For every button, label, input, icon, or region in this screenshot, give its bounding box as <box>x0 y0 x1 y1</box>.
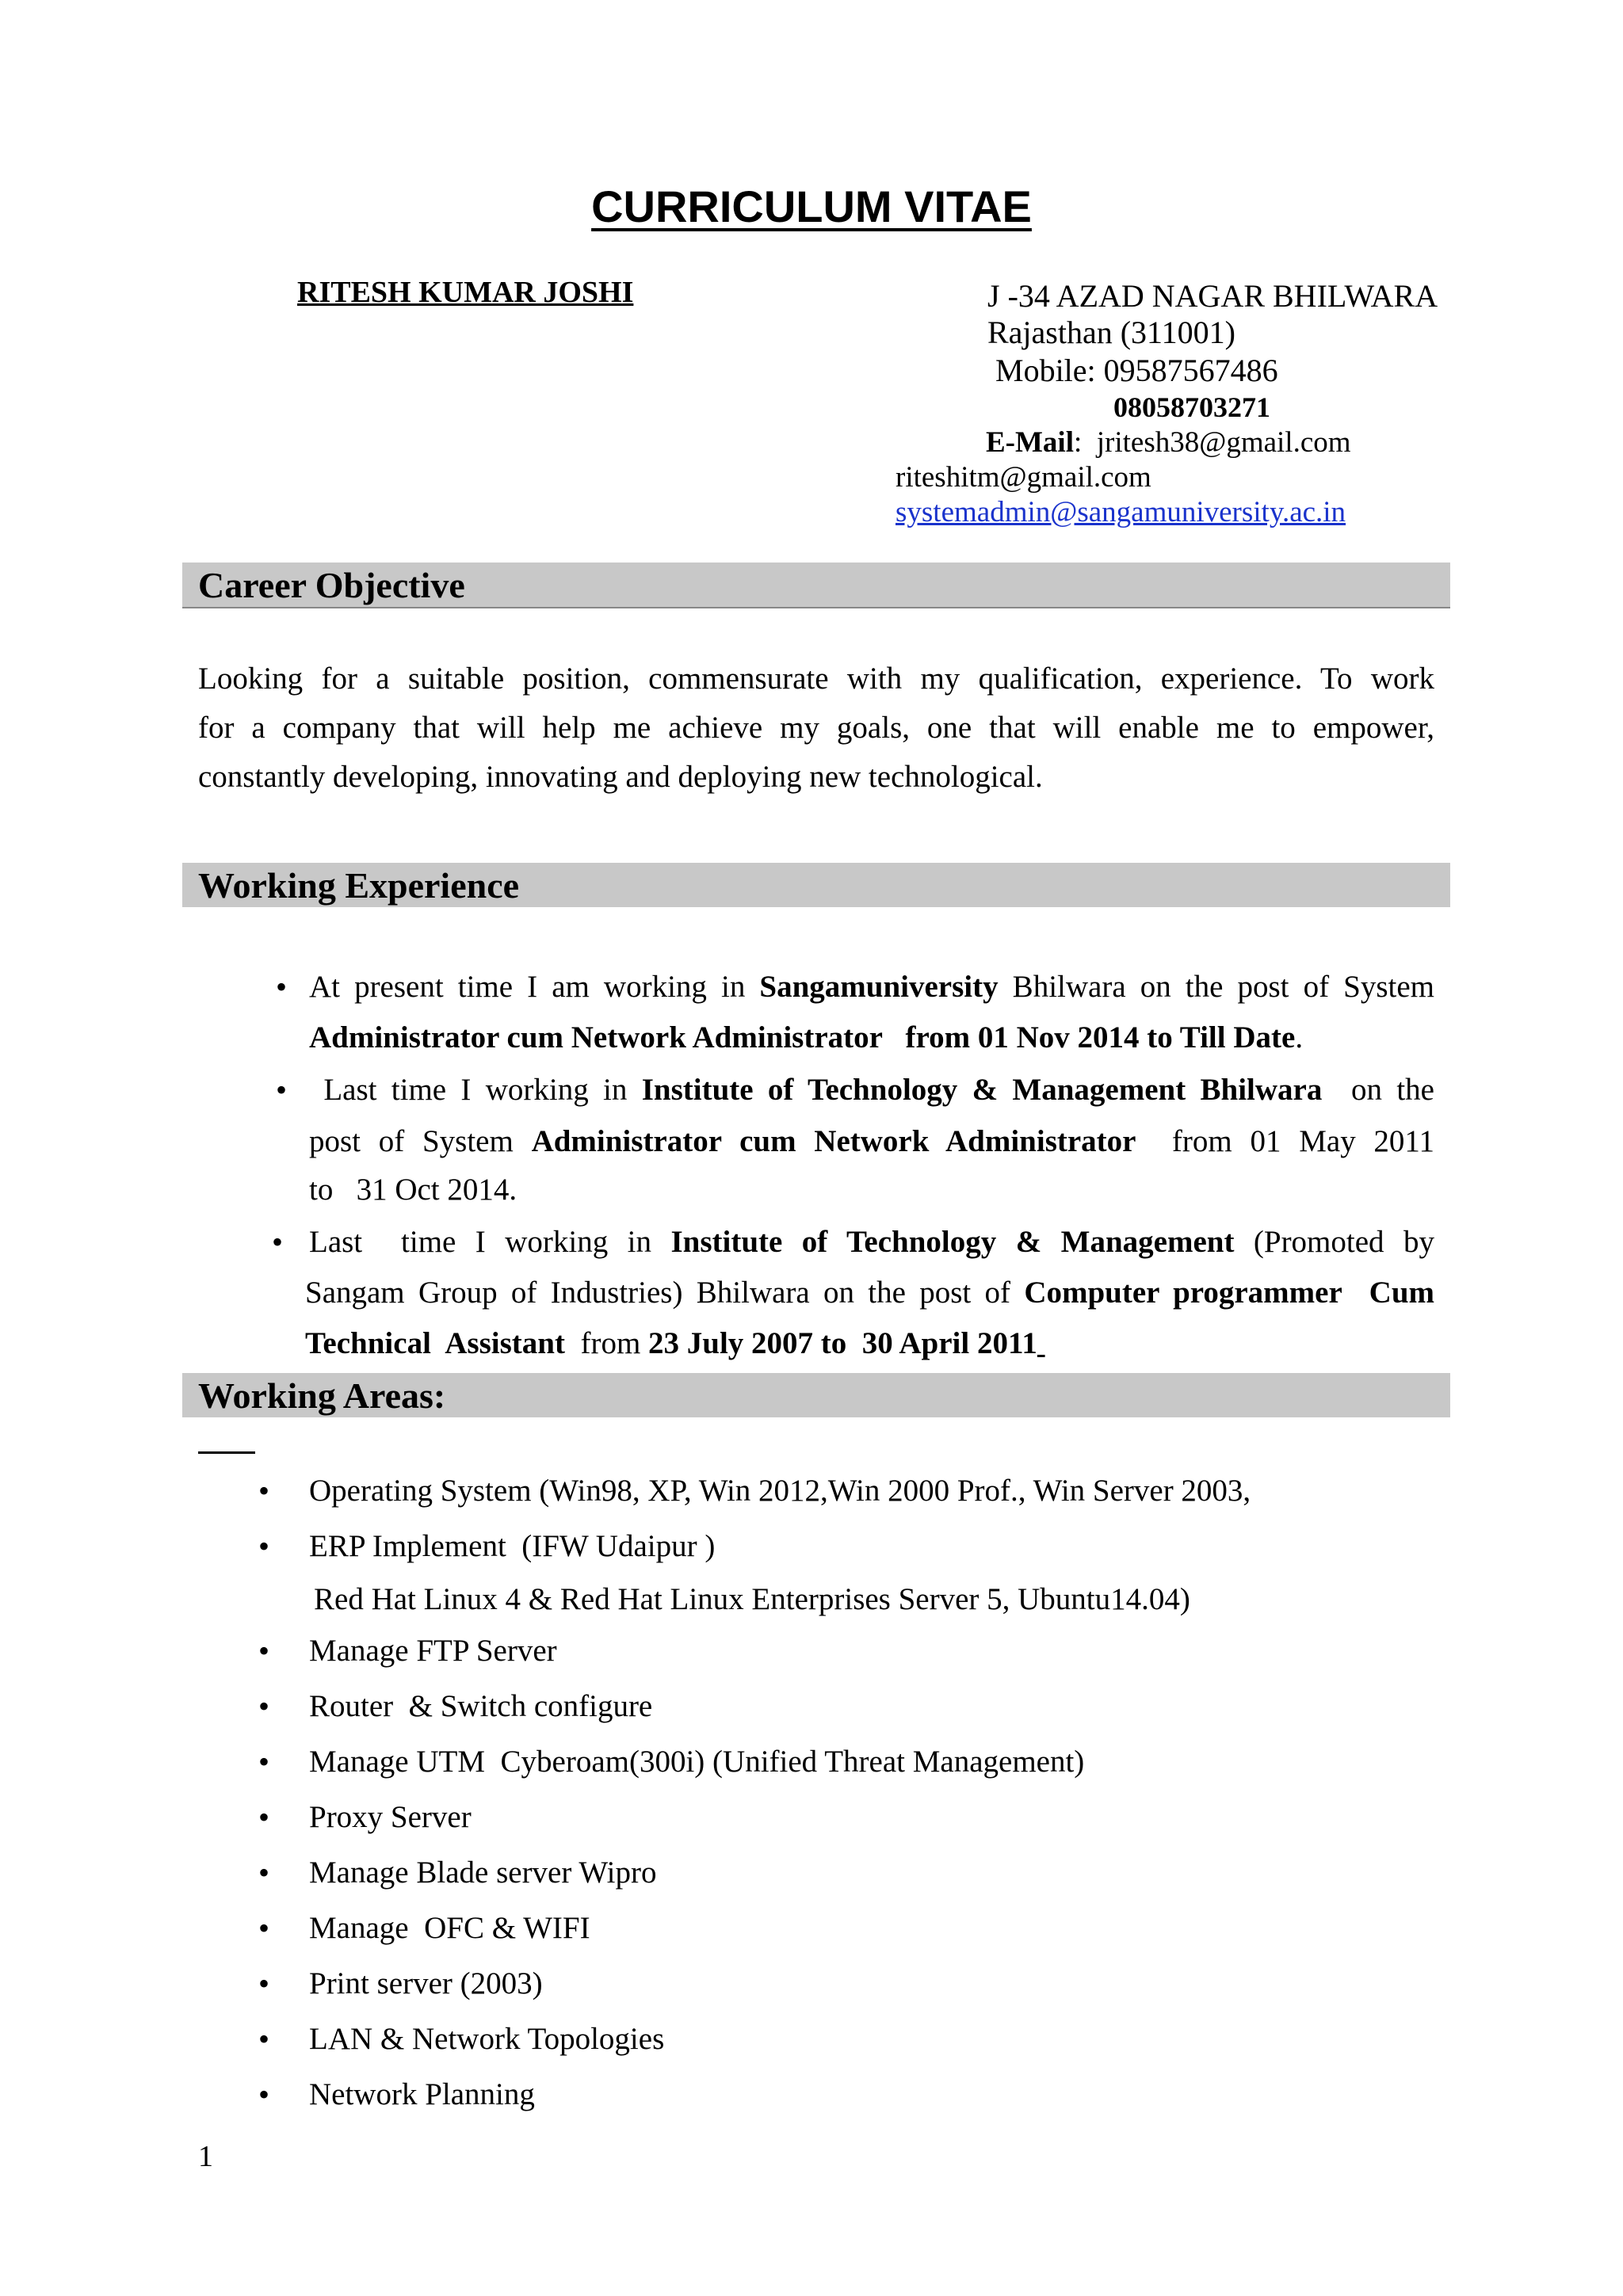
working-area-item: Manage UTM Cyberoam(300i) (Unified Threat Management) <box>309 1745 1085 1779</box>
bullet-icon: • <box>258 1744 270 1779</box>
experience-3-text: Last time I working in <box>309 1225 671 1259</box>
working-area-item: Operating System (Win98, XP, Win 2012,Win 2000 Prof., Win Server 2003, <box>309 1474 1251 1508</box>
bullet-icon: • <box>258 1966 270 2001</box>
bullet-icon: • <box>258 1855 270 1890</box>
experience-1-text: At present time I am working in <box>309 970 760 1004</box>
bullet-icon: • <box>258 2077 270 2112</box>
email-separator: : <box>1073 426 1083 459</box>
experience-1-text-2: Bhilwara on the post of System <box>998 970 1434 1004</box>
experience-1-line-2 <box>309 1022 1303 1053</box>
experience-3-line-1 <box>309 1226 1434 1257</box>
experience-1-period: . <box>1295 1020 1304 1055</box>
bullet-icon: • <box>258 1473 270 1508</box>
experience-2-text-3: post of System <box>309 1124 532 1158</box>
email-label: E-Mail <box>986 426 1074 459</box>
experience-3-text-3: Sangam Group of Industries) Bhilwara on the post of <box>305 1276 1025 1310</box>
bullet-icon: • <box>258 1910 270 1946</box>
email-line <box>986 428 1351 457</box>
address-line-1: J -34 AZAD NAGAR BHILWARA <box>987 278 1438 314</box>
experience-1-employer: Sangamuniversity <box>759 970 999 1004</box>
experience-3-dates: 23 July 2007 to 30 April 2011 <box>648 1326 1037 1360</box>
experience-2-dates: from 01 May 2011 <box>1136 1124 1434 1158</box>
career-objective-line-3: constantly developing, innovating and deploying new technological. <box>198 760 1043 794</box>
bullet-icon: • <box>276 969 288 1005</box>
bullet-icon: • <box>276 1072 288 1108</box>
experience-3-line-3 <box>305 1328 1045 1359</box>
experience-3-role: Computer programmer Cum <box>1024 1276 1434 1310</box>
bullet-icon: • <box>272 1224 284 1260</box>
experience-1-line-1 <box>309 971 1434 1002</box>
bullet-icon: • <box>258 1688 270 1724</box>
working-area-item: Manage FTP Server <box>309 1634 557 1668</box>
page-number: 1 <box>198 2140 213 2173</box>
experience-2-employer: Institute of Technology & Management Bhilwara <box>641 1073 1323 1107</box>
experience-2-text-2: on the <box>1322 1073 1434 1107</box>
working-area-item: Manage Blade server Wipro <box>309 1855 657 1890</box>
career-objective-heading: Career Objective <box>198 565 465 605</box>
working-area-item: Proxy Server <box>309 1800 472 1834</box>
experience-2-line-3: to 31 Oct 2014. <box>309 1173 517 1207</box>
experience-2-line-2 <box>309 1126 1434 1157</box>
experience-2-role: Administrator cum Network Administrator <box>531 1124 1136 1158</box>
career-objective-text <box>198 654 1434 802</box>
working-area-item: Print server (2003) <box>309 1966 543 2000</box>
working-area-item: ERP Implement (IFW Udaipur ) <box>309 1529 716 1563</box>
mobile-label: Mobile: <box>995 353 1096 388</box>
email-1: jritesh38@gmail.com <box>1096 426 1351 459</box>
experience-3-line-2 <box>305 1277 1434 1308</box>
bullet-icon: • <box>258 2021 270 2057</box>
working-area-item: Router & Switch configure <box>309 1689 653 1723</box>
working-area-continuation: Red Hat Linux 4 & Red Hat Linux Enterprises Server 5, Ubuntu14.04) <box>314 1582 1190 1616</box>
experience-3-employer: Institute of Technology & Management <box>670 1225 1235 1259</box>
bullet-icon: • <box>258 1633 270 1669</box>
email-3-link[interactable]: systemadmin@sangamuniversity.ac.in <box>896 496 1346 528</box>
experience-3-text-4: from <box>564 1326 649 1360</box>
working-area-item: Network Planning <box>309 2077 535 2111</box>
email-2: riteshitm@gmail.com <box>896 461 1151 494</box>
bullet-icon: • <box>258 1528 270 1564</box>
experience-2-text: Last time I working in <box>309 1073 642 1107</box>
experience-1-role: Administrator cum Network Administrator <box>309 1020 883 1055</box>
mobile-line <box>995 355 1278 387</box>
career-objective-line-2: for a company that will help me achieve my goals, one that will enable me to empower, <box>198 711 1434 745</box>
document-title: CURRICULUM VITAE <box>591 181 1032 231</box>
mobile-number-2: 08058703271 <box>1113 391 1270 423</box>
working-areas-heading: Working Areas: <box>198 1375 446 1416</box>
working-area-item: LAN & Network Topologies <box>309 2022 665 2056</box>
candidate-name: RITESH KUMAR JOSHI <box>297 276 634 309</box>
address-line-2: Rajasthan (311001) <box>987 315 1235 350</box>
experience-1-dates: from 01 Nov 2014 to Till Date <box>882 1020 1296 1055</box>
experience-2-line-1 <box>309 1074 1434 1105</box>
divider <box>198 1451 255 1454</box>
mobile-number-1: 09587567486 <box>1103 353 1278 388</box>
working-experience-heading: Working Experience <box>198 865 520 906</box>
bullet-icon: • <box>258 1799 270 1835</box>
career-objective-line-1: Looking for a suitable position, commensurate with my qualification, experience. To work <box>198 662 1434 696</box>
working-area-item: Manage OFC & WIFI <box>309 1911 590 1945</box>
experience-3-role-2: Technical Assistant <box>305 1326 565 1360</box>
experience-3-text-2: (Promoted by <box>1234 1225 1434 1259</box>
